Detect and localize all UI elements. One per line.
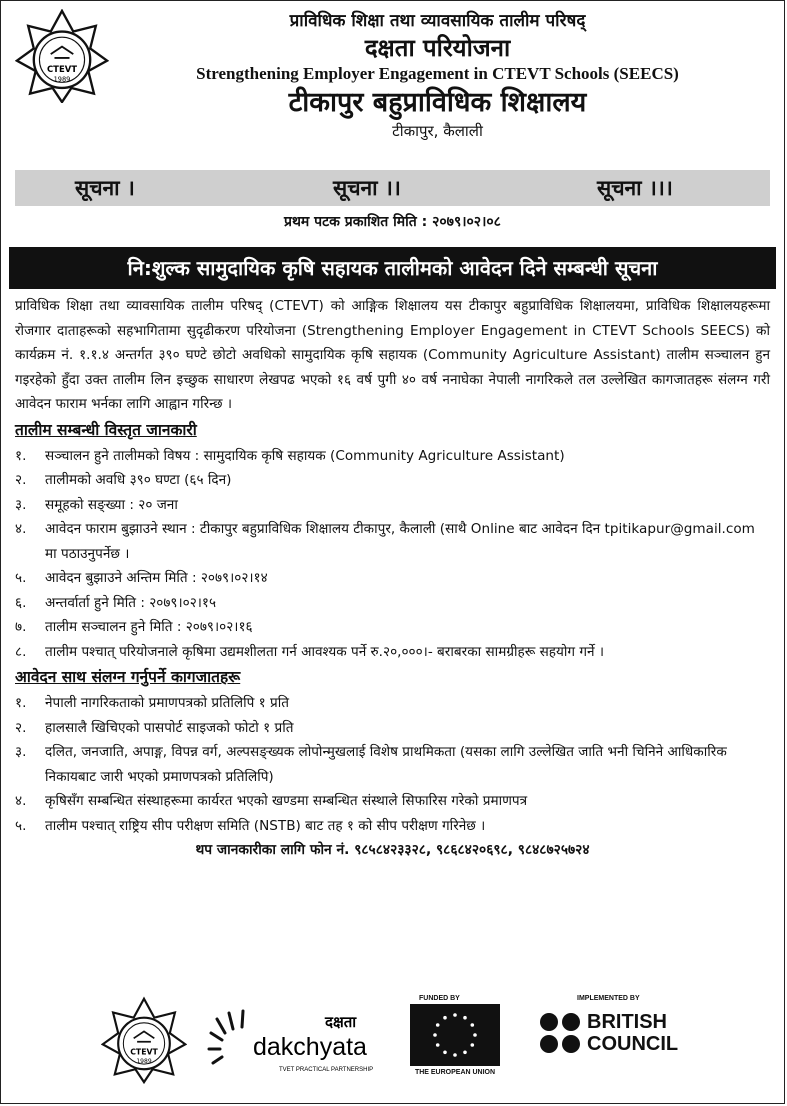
notice-band (15, 170, 770, 206)
list-item (15, 716, 770, 741)
item-number: १. (15, 695, 27, 711)
list-item (15, 517, 770, 566)
eu-star-icon (473, 1033, 477, 1037)
council-name: प्राविधिक शिक्षा तथा व्यावसायिक तालीम परिषद् (289, 11, 586, 31)
eu-star-icon (463, 1016, 467, 1020)
british-council-wordmark (587, 1011, 678, 1055)
dakchyata-tagline: TVET PRACTICAL PARTNERSHIP (279, 1067, 374, 1073)
eu-star-icon (436, 1043, 440, 1047)
item-text: नेपाली नागरिकताको प्रमाणपत्रको प्रतिलिपि १ प्रति (45, 695, 290, 711)
documents-list (15, 691, 770, 838)
item-number: ८. (15, 643, 27, 660)
notice-label-3: सूचना ।।। (597, 176, 673, 200)
item-text: तालीम पश्चात् राष्ट्रिय सीप परीक्षण समिति (NSTB) बाट तह १ को सीप परीक्षण गरिनेछ । (45, 817, 486, 834)
item-text: तालीम सञ्चालन हुने मिति : २०७९।०२।१६ (45, 619, 253, 635)
item-text: आवेदन फाराम बुझाउने स्थान : टीकापुर बहुप्राविधिक शिक्षालय टीकापुर, कैलाली (साथै Online बाट आवेदन दिन tpitikapur@gmail.com मा पठाउनुपर्नेछ । (45, 521, 755, 562)
british-council-logo (539, 995, 689, 1055)
item-number: ६. (15, 594, 27, 611)
british-council-dots-icon (539, 1011, 583, 1055)
ctevt-logo-icon (15, 9, 109, 103)
school-location: टीकापुर, कैलाली (392, 122, 483, 140)
eu-label: THE EUROPEAN UNION (414, 1069, 496, 1076)
header (111, 9, 764, 141)
eu-star-icon (443, 1051, 447, 1055)
list-item (15, 740, 770, 789)
eu-star-icon (443, 1016, 447, 1020)
item-number: ५. (15, 570, 27, 586)
bc-line-1: BRITISH (587, 1011, 667, 1033)
eu-star-icon (453, 1053, 457, 1057)
item-number: ५. (15, 817, 27, 834)
list-item (15, 566, 770, 591)
eu-star-icon (463, 1051, 467, 1055)
item-text: तालीमको अवधि ३९० घण्टा (६५ दिन) (45, 472, 232, 488)
item-number: २. (15, 719, 27, 736)
dakchyata-devanagari: दक्षता (325, 1013, 357, 1031)
item-text: अन्तर्वार्ता हुने मिति : २०७९।०२।१५ (45, 594, 217, 611)
eu-flag-icon (410, 1004, 500, 1066)
dakchyata-logo (207, 1005, 375, 1079)
dakchyata-rays-icon (209, 1011, 243, 1063)
footer-logos (1, 991, 784, 1097)
list-item (15, 468, 770, 493)
logo-text: CTEVT (46, 63, 78, 74)
item-text: सञ्चालन हुने तालीमको विषय : सामुदायिक कृषि सहायक (Community Agriculture Assistant) (45, 447, 565, 464)
contact-phone: थप जानकारीका लागि फोन नं. ९८५८४२३३२८, ९८६८४२०६९८, ९८४८७२५७२४ (195, 842, 590, 858)
item-number: ४. (15, 521, 27, 537)
footer-logo-text: CTEVT (130, 1047, 158, 1057)
list-item (15, 789, 770, 814)
list-item (15, 814, 770, 839)
eu-star-icon (433, 1033, 437, 1037)
eu-star-icon (453, 1013, 457, 1017)
eu-star-icon (471, 1023, 475, 1027)
intro-paragraph: प्राविधिक शिक्षा तथा व्यावसायिक तालीम परिषद् (CTEVT) को आङ्गिक शिक्षालय यस टीकापुर बहुप्राविधिक शिक्षालयमा, प्राविधिक शिक्षालयहरूमा रोजगार दाताहरूको सहभागितामा सुदृढीकरण परियोजना (Strengthening Employer Engagement in CTEVT Schools SEECS) को कार्यक्रम नं. १.१.४ अन्तर्गत ३९० घण्टे छोटो अवधिको सामुदायिक कृषि सहायक (Community Agriculture Assistant) तालीम सञ्चालन हुन गइरहेको हुँदा उक्त तालीम लिन इच्छुक साधारण लेखपढ भएको १६ वर्ष पुगी ४० वर्ष ननाघेका नेपाली नागरिकले तल उल्लेखित कागजातहरू संलग्न गरी आवेदन फाराम भर्नका लागि आह्वान गरिन्छ । (15, 298, 770, 412)
item-text: समूहको सङ्ख्या : २० जना (45, 496, 178, 513)
item-text: दलित, जनजाति, अपाङ्ग, विपन्न वर्ग, अल्पसङ्ख्यक लोपोन्मुखलाई विशेष प्राथमिकता (यसका लागि उल्लेखित जाति भनी चिनिने आधिकारिक निकायबाट जारी भएको प्रमाणपत्रको प्रतिलिपि) (45, 744, 727, 785)
published-date: प्रथम पटक प्रकाशित मिति : २०७९।०२।०८ (284, 214, 501, 230)
notice-title: नि:शुल्क सामुदायिक कृषि सहायक तालीमको आवेदन दिने सम्बन्धी सूचना (9, 247, 776, 289)
list-item (15, 493, 770, 518)
eu-logo (403, 995, 507, 1076)
school-name: टीकापुर बहुप्राविधिक शिक्षालय (288, 87, 587, 118)
item-text: हालसालै खिचिएको पासपोर्ट साइजको फोटो १ प्रति (45, 719, 294, 736)
training-list (15, 444, 770, 665)
logo-year: 1989 (53, 75, 71, 84)
notice-body (15, 294, 770, 862)
ctevt-footer-logo-icon (101, 995, 187, 1085)
item-number: १. (15, 447, 27, 464)
list-item (15, 691, 770, 716)
list-item (15, 591, 770, 616)
eu-star-icon (471, 1043, 475, 1047)
training-heading: तालीम सम्बन्धी विस्तृत जानकारी (15, 420, 197, 439)
documents-heading: आवेदन साथ संलग्न गर्नुपर्ने कागजातहरू (15, 668, 241, 686)
eu-star-icon (436, 1023, 440, 1027)
item-number: ३. (15, 496, 27, 513)
list-item (15, 444, 770, 469)
notice-label-2: सूचना ।। (333, 176, 401, 200)
project-name-en: Strengthening Employer Engagement in CTEVT Schools (SEECS) (196, 64, 679, 83)
list-item (15, 640, 770, 665)
notice-label-1: सूचना । (75, 176, 135, 200)
item-text: आवेदन बुझाउने अन्तिम मिति : २०७९।०२।१४ (45, 570, 268, 586)
item-number: ३. (15, 744, 27, 760)
item-number: २. (15, 472, 27, 488)
item-text: कृषिसँग सम्बन्धित संस्थाहरूमा कार्यरत भएको खण्डमा सम्बन्धित संस्थाले सिफारिस गरेको प्रमाणपत्र (45, 793, 528, 809)
item-number: ४. (15, 793, 27, 809)
item-text: तालीम पश्चात् परियोजनाले कृषिमा उद्यमशीलता गर्न आवश्यक पर्ने रु.२०,०००।- बराबरका सामग्रीहरू सहयोग गर्ने । (45, 643, 605, 660)
bc-line-2: COUNCIL (587, 1033, 679, 1055)
dakchyata-wordmark: dakchyata (253, 1033, 367, 1061)
footer-logo-year: 1989 (136, 1058, 152, 1066)
implemented-by-label: IMPLEMENTED BY (577, 995, 640, 1002)
item-number: ७. (15, 619, 27, 635)
funded-by-label: FUNDED BY (419, 995, 460, 1002)
project-name: दक्षता परियोजना (364, 34, 511, 62)
list-item (15, 615, 770, 640)
